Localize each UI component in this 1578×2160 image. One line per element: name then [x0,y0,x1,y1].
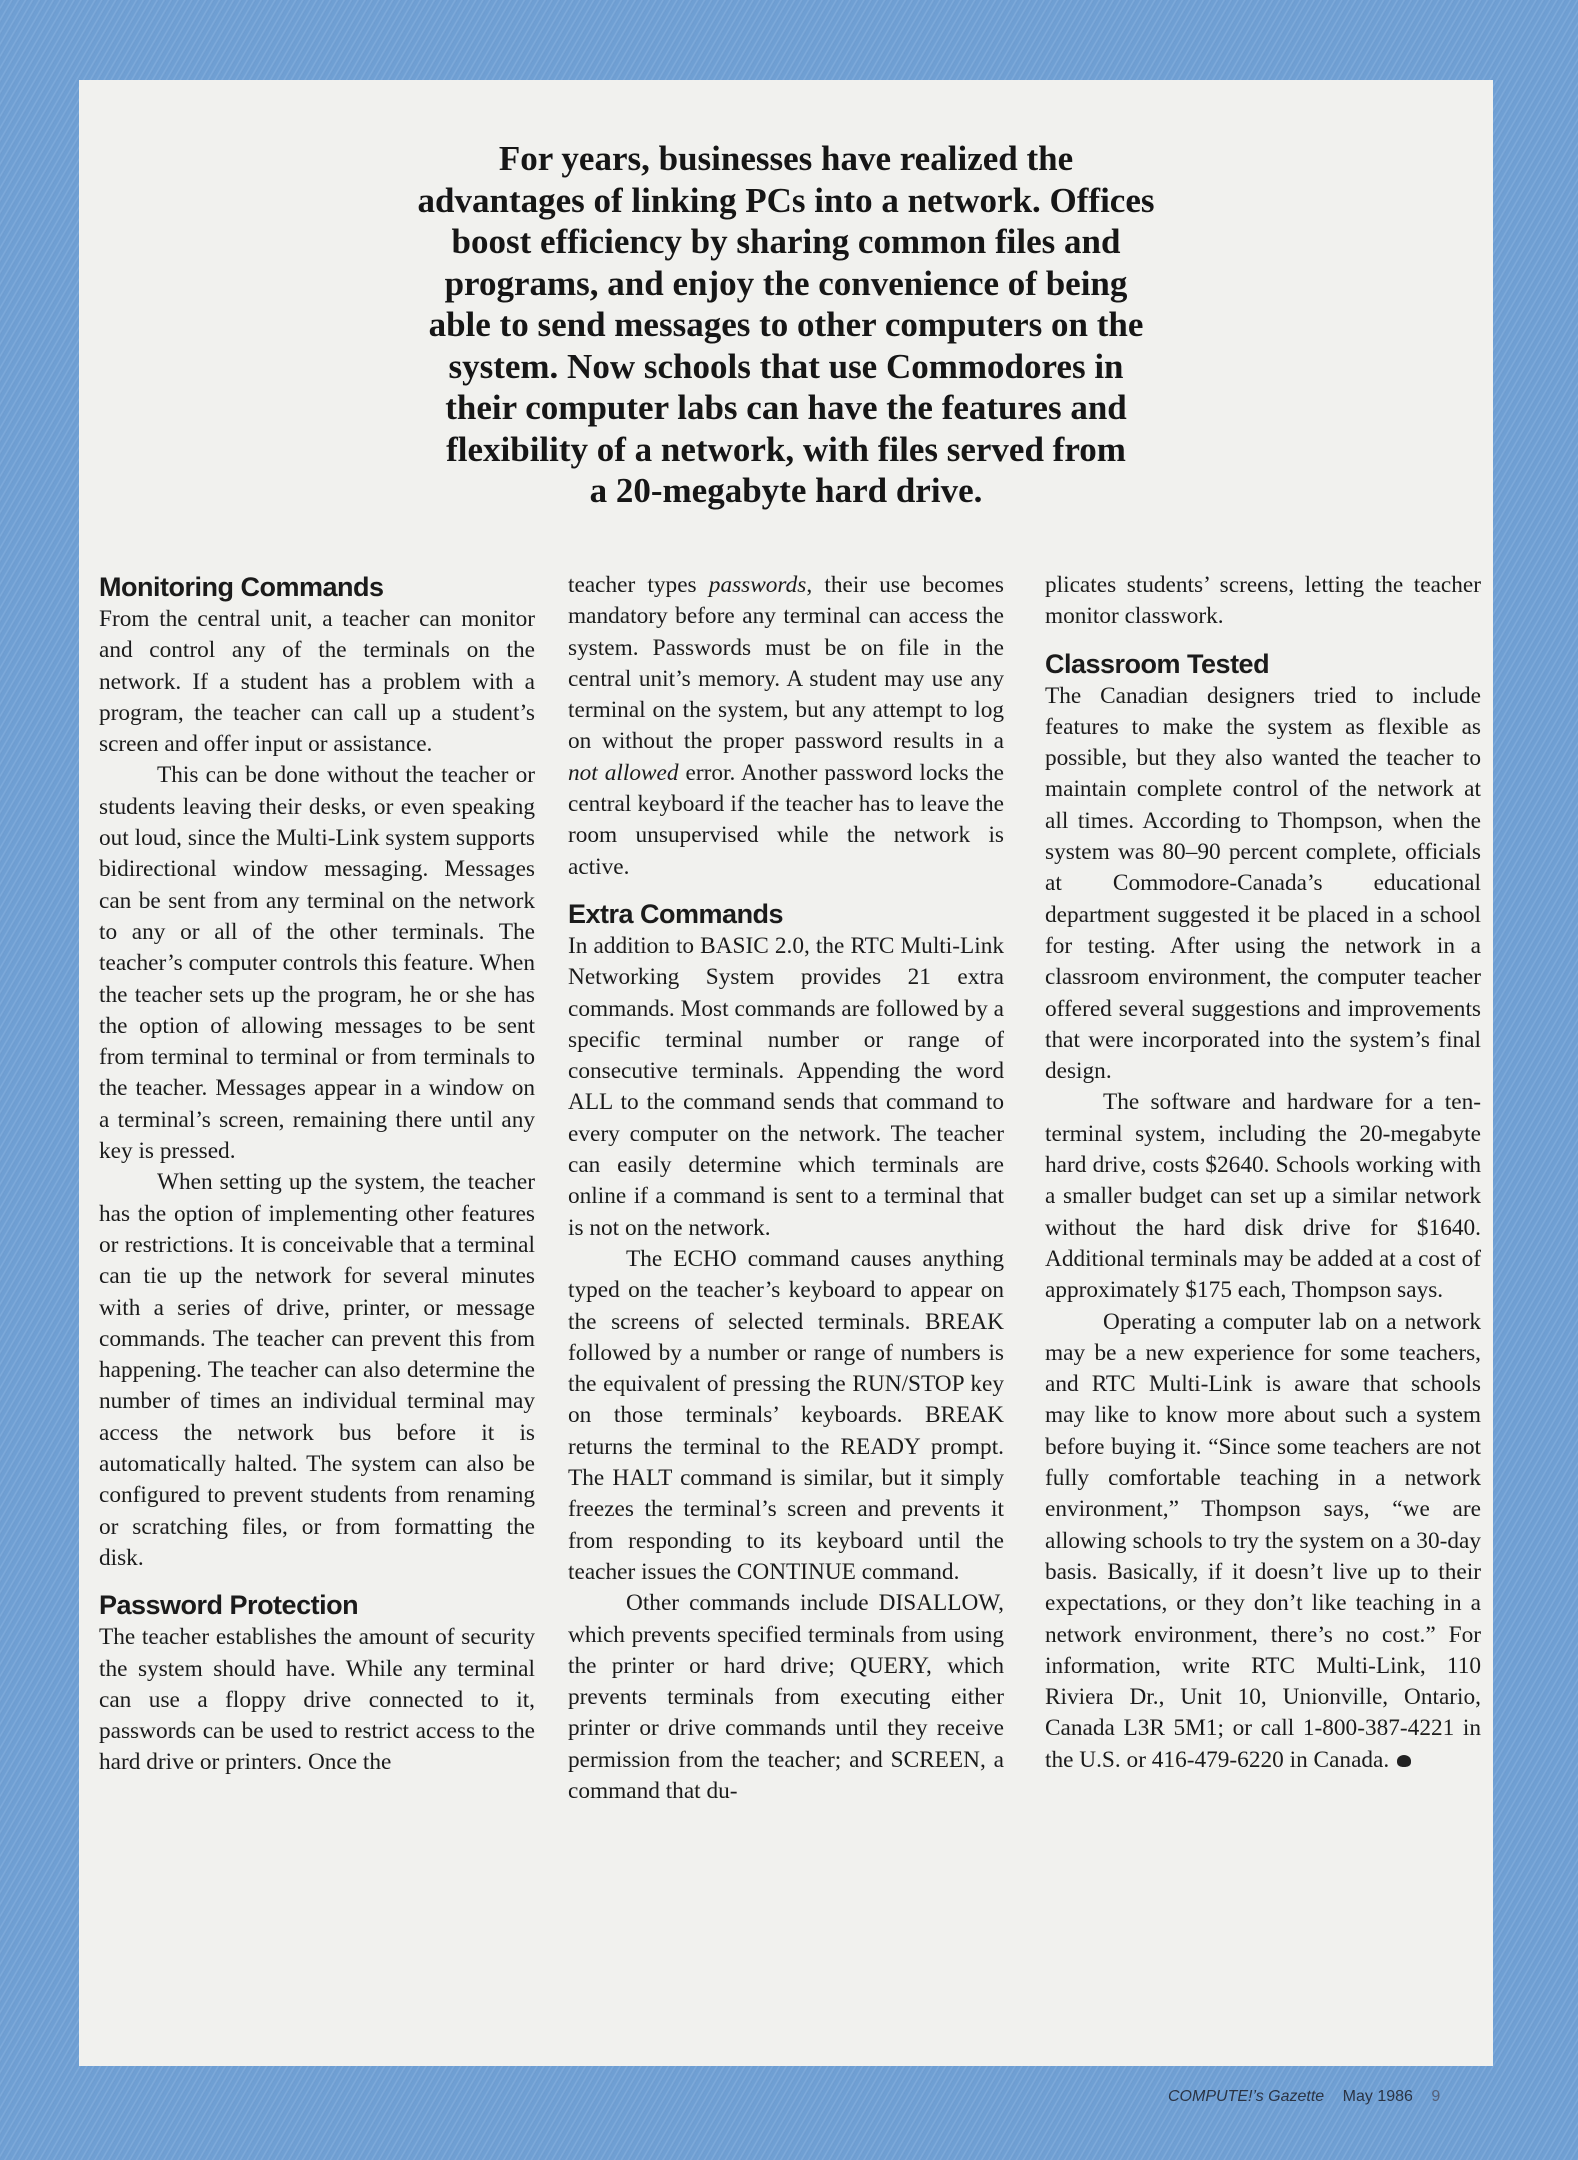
paragraph [568,570,1004,883]
paragraph: plicates students’ screens, letting the teacher monitor classwork. [1045,572,1481,630]
column-1 [99,570,535,1779]
paragraph: From the central unit, a teacher can monitor and control any of the terminals on the network. If a student has a problem with a program, the teacher can call up a student’s screen and offer input or assistance. [99,606,535,758]
text: , their use becomes mandatory before any terminal can access the system. Passwords must be on file in the central unit’s memory. A student may use any terminal on the system, but any attempt to log on without the proper password results in a [568,572,1004,755]
page-number: 9 [1431,2088,1441,2105]
paragraph: The teacher establishes the amount of security the system should have. While any terminal can use a floppy drive connected to it, passwords can be used to restrict access to the hard drive or printers. Once the [99,1624,535,1776]
paragraph: Other commands include DISALLOW, which prevents specified terminals from using the printer or hard drive; QUERY, which prevents terminals from executing either printer or drive commands until they receive permission from the teacher; and SCREEN, a command that du- [568,1590,1004,1804]
paragraph: The software and hardware for a ten-terminal system, including the 20-megabyte hard drive, costs $2640. Schools working with a smaller budget can set up a similar network without the hard disk drive for $1640. Additional terminals may be added at a cost of approximately $175 each, Thompson says. [1045,1089,1481,1304]
article-page [79,80,1493,2066]
paragraph [1045,1307,1481,1776]
deck-line: flexibility of a network, with files served from [446,429,1126,469]
deck-line: a 20-megabyte hard drive. [589,471,983,510]
article-deck [79,138,1493,512]
deck-line: system. Now schools that use Commodores in [448,346,1124,386]
text: teacher types [568,572,709,598]
section-heading-extra: Extra Commands [568,898,784,929]
text: error. Another password locks the central keyboard if the teacher has to leave the room unsupervised while the network is active. [568,759,1004,880]
paragraph: The ECHO command causes anything typed on the teacher’s keyboard to appear on the screens of selected terminals. BREAK followed by a number or range of numbers is the equivalent of pressing the RUN/STOP key on those terminals’ keyboards. BREAK returns the terminal to the READY prompt. The HALT command is similar, but it simply freezes the terminal’s screen and prevents it from responding to its keyboard until the teacher issues the CONTINUE command. [568,1245,1004,1585]
deck-line: For years, businesses have realized the [498,139,1074,178]
section-heading-classroom: Classroom Tested [1045,648,1270,679]
paragraph: In addition to BASIC 2.0, the RTC Multi-Link Networking System provides 21 extra commands. Most commands are followed by a specific terminal number or range of consecutive terminals. Appending the word ALL to the command sends that command to every computer on the network. The teacher can easily determine which terminals are online if a command is sent to a terminal that is not on the network. [568,932,1004,1241]
paragraph: When setting up the system, the teacher has the option of implementing other features or restrictions. It is conceivable that a terminal can tie up the network for several minutes with a series of drive, printer, or message commands. The teacher can prevent this from happening. The teacher can also determine the number of times an individual terminal may access the network bus before it is automatically halted. The system can also be configured to prevent students from renaming or scratching files, or from formatting the disk. [99,1169,535,1571]
italic-term: not allowed [568,759,679,786]
deck-line: programs, and enjoy the convenience of being [444,263,1128,303]
page-footer [1168,2088,1440,2106]
deck-line: their computer labs can have the features and [445,388,1127,427]
column-3 [1045,570,1481,1776]
section-heading-password: Password Protection [99,1590,359,1621]
end-mark-icon [1397,1755,1411,1767]
publication-name: COMPUTE!’s Gazette [1168,2088,1325,2105]
section-heading-monitoring: Monitoring Commands [99,572,384,602]
deck-line: boost efficiency by sharing common files and [451,222,1121,261]
deck-line: advantages of linking PCs into a network. Offices [417,180,1155,220]
deck-line: able to send messages to other computers on the [428,305,1144,344]
paragraph: The Canadian designers tried to include features to make the system as flexible as possible, but they also wanted the teacher to maintain complete control of the network at all times. According to Thompson, when the system was 80–90 percent complete, officials at Commodore-Canada’s educational department suggested it be placed in a school for testing. After using the network in a classroom environment, the computer teacher offered several suggestions and improvements that were incorporated into the system’s final design. [1045,682,1481,1085]
text: Operating a computer lab on a network may be a new experience for some teachers, and RTC Multi-Link is aware that schools may like to know more about such a system before buying it. “Since some teachers are not fully comfortable teaching in a network environment,” Thompson says, “we are allowing schools to try the system on a 30-day basis. Basically, if it doesn’t live up to their expectations, or they don’t like teaching in a network environment, there’s no cost.” For information, write RTC Multi-Link, 110 Riviera Dr., Unit 10, Unionville, Ontario, Canada L3R 5M1; or call 1-800-387-4221 in the U.S. or 416-479-6220 in Canada. [1045,1308,1481,1773]
italic-term: passwords [708,572,807,598]
paragraph: This can be done without the teacher or students leaving their desks, or even speaking out loud, since the Multi-Link system supports bidirectional window messaging. Messages can be sent from any terminal on the network to any or all of the other terminals. The teacher’s computer controls this feature. When the teacher sets up the program, he or she has the option of allowing messages to be sent from terminal to terminal or from terminals to the teacher. Messages appear in a window on a terminal’s screen, remaining there until any key is pressed. [99,762,535,1165]
column-2 [568,570,1004,1807]
issue-date: May 1986 [1342,2088,1413,2105]
